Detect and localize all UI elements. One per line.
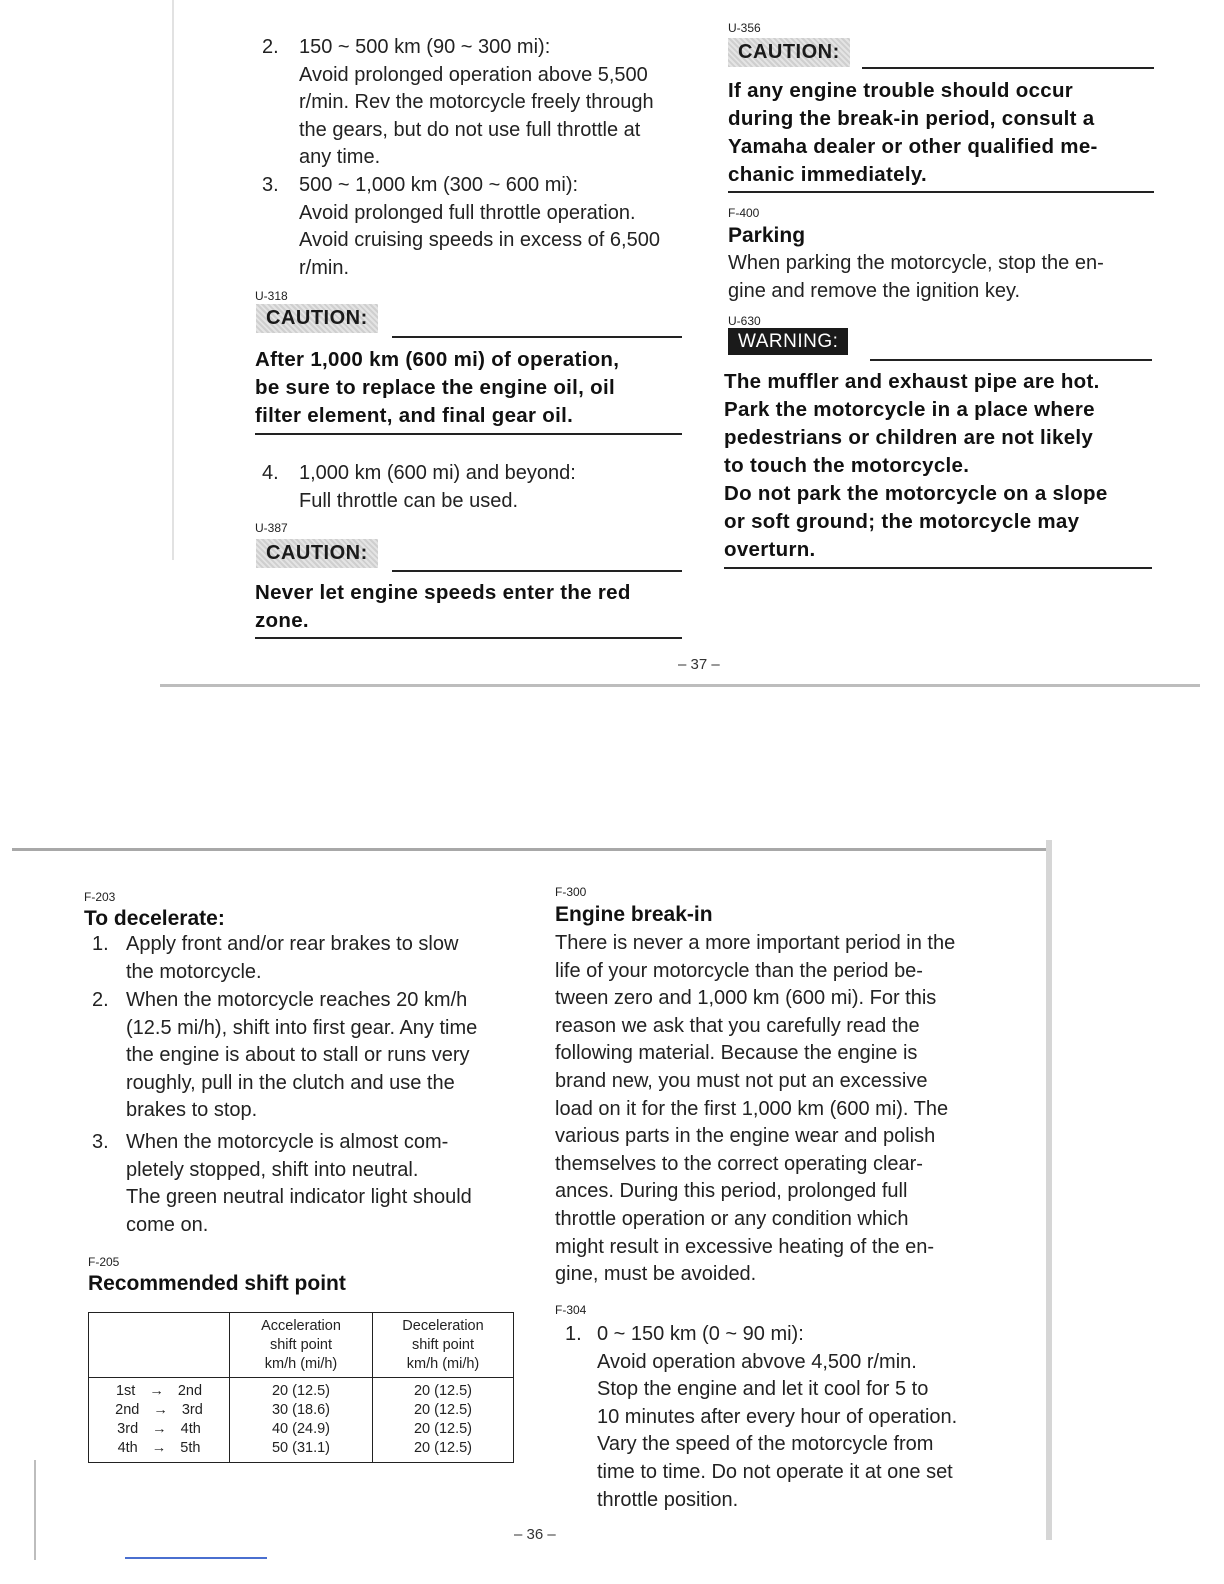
header-line: km/h (mi/h) [406, 1355, 480, 1372]
break-in-line: tween zero and 1,000 km (600 mi). For this [555, 987, 937, 1010]
item-line: roughly, pull in the clutch and use the [126, 1071, 455, 1094]
item-line: any time. [299, 146, 381, 169]
caution-line: chanic immediately. [728, 163, 928, 186]
item-number: 3. [92, 1131, 109, 1153]
warning-badge [728, 331, 848, 353]
warning-line: or soft ground; the motorcycle may [724, 510, 1080, 533]
arrow-icon: → [153, 1402, 168, 1418]
section-code: F-300 [555, 885, 587, 899]
break-in-line: themselves to the correct operating clear- [555, 1152, 923, 1175]
accel-value: 20 (12.5) [271, 1383, 331, 1399]
break-in-line: throttle operation or any condition which [555, 1207, 909, 1230]
section-code: U-387 [255, 521, 288, 535]
item-line: Avoid operation abvove 4,500 r/min. [597, 1350, 917, 1373]
caution-badge [256, 539, 378, 568]
top-page-bottom-edge [160, 684, 1200, 687]
item-text [126, 1129, 472, 1239]
item-line: pletely stopped, shift into neutral. [126, 1158, 419, 1181]
table-header-acceleration [230, 1313, 373, 1378]
item-line: the engine is about to stall or runs very [126, 1044, 470, 1067]
table-body-row [89, 1378, 514, 1463]
item-text [597, 1321, 957, 1514]
item-number: 1. [565, 1323, 582, 1345]
warning-line: Park the motorcycle in a place where [724, 398, 1095, 421]
arrow-icon: → [149, 1383, 164, 1399]
break-in-line: following material. Because the engine is [555, 1042, 918, 1065]
caution-text [728, 77, 1158, 189]
decel-value: 20 (12.5) [413, 1440, 473, 1456]
caution-rule-bottom [255, 637, 682, 639]
caution-label: CAUTION: [728, 38, 850, 67]
arrow-icon: → [152, 1421, 167, 1437]
decel-value: 20 (12.5) [413, 1383, 473, 1399]
top-item-3 [262, 172, 692, 287]
item-title: 1,000 km (600 mi) and beyond: [299, 462, 576, 484]
header-line: km/h (mi/h) [264, 1355, 338, 1372]
item-line: When the motorcycle is almost com- [126, 1131, 449, 1153]
section-heading: To decelerate: [84, 907, 225, 930]
gear-from: 3rd [117, 1421, 139, 1437]
bottom-page-top-edge [12, 848, 1052, 851]
warning-line: Do not park the motorcycle on a slope [724, 482, 1108, 505]
caution-text [255, 346, 685, 430]
accel-value: 30 (18.6) [271, 1402, 331, 1418]
parking-line: When parking the motorcycle, stop the en- [728, 252, 1104, 274]
break-in-line: might result in excessive heating of the en- [555, 1235, 935, 1258]
gear-cell [89, 1378, 230, 1463]
caution-label: CAUTION: [256, 539, 378, 568]
item-number: 4. [262, 462, 279, 484]
break-in-text [555, 930, 995, 1289]
item-line: throttle position. [597, 1488, 739, 1511]
break-in-line: ances. During this period, prolonged full [555, 1180, 908, 1203]
break-in-line: gine, must be avoided. [555, 1263, 757, 1286]
item-number: 1. [92, 933, 109, 955]
item-number: 2. [92, 989, 109, 1011]
accel-value: 50 (31.1) [271, 1440, 331, 1456]
table-header-empty [89, 1313, 230, 1378]
bottom-page-right-edge [1046, 840, 1052, 1540]
top-item-4 [262, 460, 692, 520]
break-in-line: various parts in the engine wear and polish [555, 1125, 936, 1148]
item-text [299, 34, 654, 172]
page-number: – 36 – [514, 1526, 556, 1543]
caution-badge [256, 304, 378, 333]
decelerate-item-2 [92, 987, 522, 1127]
item-line: Stop the engine and let it cool for 5 to [597, 1378, 929, 1401]
section-heading: Parking [728, 224, 806, 247]
caution-line: After 1,000 km (600 mi) of operation, [255, 348, 620, 371]
warning-line: overturn. [724, 538, 816, 561]
item-number: 3. [262, 174, 279, 196]
decelerate-item-1 [92, 931, 522, 987]
item-text [299, 460, 576, 515]
top-page-left-edge [172, 0, 174, 560]
caution-line: Yamaha dealer or other qualified me- [728, 135, 1098, 158]
break-in-line: There is never a more important period in the [555, 932, 956, 954]
caution-line: be sure to replace the engine oil, oil [255, 376, 615, 399]
item-line: (12.5 mi/h), shift into first gear. Any time [126, 1016, 478, 1039]
item-line: Apply front and/or rear brakes to slow [126, 933, 459, 955]
item-line: When the motorcycle reaches 20 km/h [126, 989, 468, 1011]
caution-rule-top [392, 570, 682, 572]
gear-line [89, 1439, 229, 1458]
table-header-row [89, 1313, 514, 1378]
warning-line: to touch the motorcycle. [724, 454, 970, 477]
section-code: U-630 [728, 314, 761, 328]
bottom-page-left-edge [34, 1460, 36, 1560]
decel-value: 20 (12.5) [413, 1421, 473, 1437]
table-header-deceleration [373, 1313, 514, 1378]
section-code: F-203 [84, 890, 116, 904]
item-line: Avoid prolonged full throttle operation. [299, 201, 636, 224]
item-line: come on. [126, 1213, 209, 1236]
section-heading: Recommended shift point [88, 1272, 346, 1295]
item-text [126, 931, 458, 986]
item-text [299, 172, 660, 282]
warning-rule-top [870, 359, 1152, 361]
arrow-icon: → [151, 1440, 167, 1456]
caution-badge [728, 38, 850, 67]
break-in-item-1 [565, 1321, 1005, 1521]
caution-line: Never let engine speeds enter the red [255, 581, 631, 604]
warning-label: WARNING: [728, 328, 848, 355]
item-line: Vary the speed of the motorcycle from [597, 1433, 934, 1456]
break-in-line: life of your motorcycle than the period be- [555, 959, 923, 982]
gear-to: 3rd [181, 1402, 203, 1418]
gear-line [89, 1420, 229, 1439]
item-title: 0 ~ 150 km (0 ~ 90 mi): [597, 1323, 804, 1345]
header-line: shift point [269, 1336, 333, 1353]
header-line: Acceleration [261, 1317, 341, 1334]
item-line: brakes to stop. [126, 1099, 258, 1122]
acceleration-cell [230, 1378, 373, 1463]
bottom-page-corner-mark [125, 1557, 267, 1559]
caution-line: during the break-in period, consult a [728, 107, 1095, 130]
caution-rule-bottom [728, 191, 1154, 193]
caution-line: filter element, and final gear oil. [255, 404, 574, 427]
top-item-2 [262, 34, 692, 174]
section-code: U-356 [728, 21, 761, 35]
gear-to: 5th [180, 1440, 201, 1456]
caution-text [255, 579, 685, 635]
break-in-line: reason we ask that you carefully read the [555, 1014, 920, 1037]
section-code: F-205 [88, 1255, 120, 1269]
decel-value: 20 (12.5) [413, 1402, 473, 1418]
decelerate-item-3 [92, 1129, 522, 1244]
caution-rule-top [392, 336, 682, 338]
parking-line: gine and remove the ignition key. [728, 279, 1021, 302]
warning-line: pedestrians or children are not likely [724, 426, 1094, 449]
item-line: Avoid prolonged operation above 5,500 [299, 63, 648, 86]
break-in-line: load on it for the first 1,000 km (600 mi). The [555, 1097, 949, 1120]
section-code: U-318 [255, 289, 288, 303]
header-line: shift point [411, 1336, 475, 1353]
item-line: Avoid cruising speeds in excess of 6,500 [299, 229, 660, 252]
warning-rule-bottom [724, 567, 1152, 569]
caution-rule-bottom [255, 433, 682, 435]
item-line: Full throttle can be used. [299, 489, 519, 512]
accel-value: 40 (24.9) [271, 1421, 331, 1437]
caution-label: CAUTION: [256, 304, 378, 333]
caution-rule-top [862, 67, 1154, 69]
header-line: Deceleration [402, 1317, 484, 1334]
item-number: 2. [262, 36, 279, 58]
deceleration-cell [373, 1378, 514, 1463]
parking-text [728, 250, 1158, 305]
item-line: the motorcycle. [126, 960, 262, 983]
section-code: F-400 [728, 206, 760, 220]
item-title: 500 ~ 1,000 km (300 ~ 600 mi): [299, 174, 579, 196]
gear-from: 4th [117, 1440, 138, 1456]
item-line: r/min. [299, 256, 349, 279]
item-title: 150 ~ 500 km (90 ~ 300 mi): [299, 36, 551, 58]
item-line: 10 minutes after every hour of operation. [597, 1405, 958, 1428]
gear-from: 2nd [115, 1402, 140, 1418]
item-line: r/min. Rev the motorcycle freely through [299, 91, 654, 114]
gear-line [89, 1382, 229, 1401]
item-line: the gears, but do not use full throttle at [299, 118, 641, 141]
section-code: F-304 [555, 1303, 587, 1317]
section-heading: Engine break-in [555, 903, 713, 926]
gear-line [89, 1401, 229, 1420]
gear-from: 1st [115, 1383, 136, 1399]
item-line: The green neutral indicator light should [126, 1186, 472, 1209]
warning-text [724, 368, 1154, 564]
page-number: – 37 – [678, 656, 720, 673]
gear-to: 4th [180, 1421, 201, 1437]
warning-line: The muffler and exhaust pipe are hot. [724, 370, 1100, 393]
item-line: time to time. Do not operate it at one set [597, 1460, 953, 1483]
caution-line: zone. [255, 609, 309, 632]
caution-line: If any engine trouble should occur [728, 79, 1074, 102]
gear-to: 2nd [177, 1383, 203, 1399]
break-in-line: brand new, you must not put an excessive [555, 1069, 928, 1092]
item-text [126, 987, 477, 1125]
shift-point-table [88, 1312, 514, 1463]
